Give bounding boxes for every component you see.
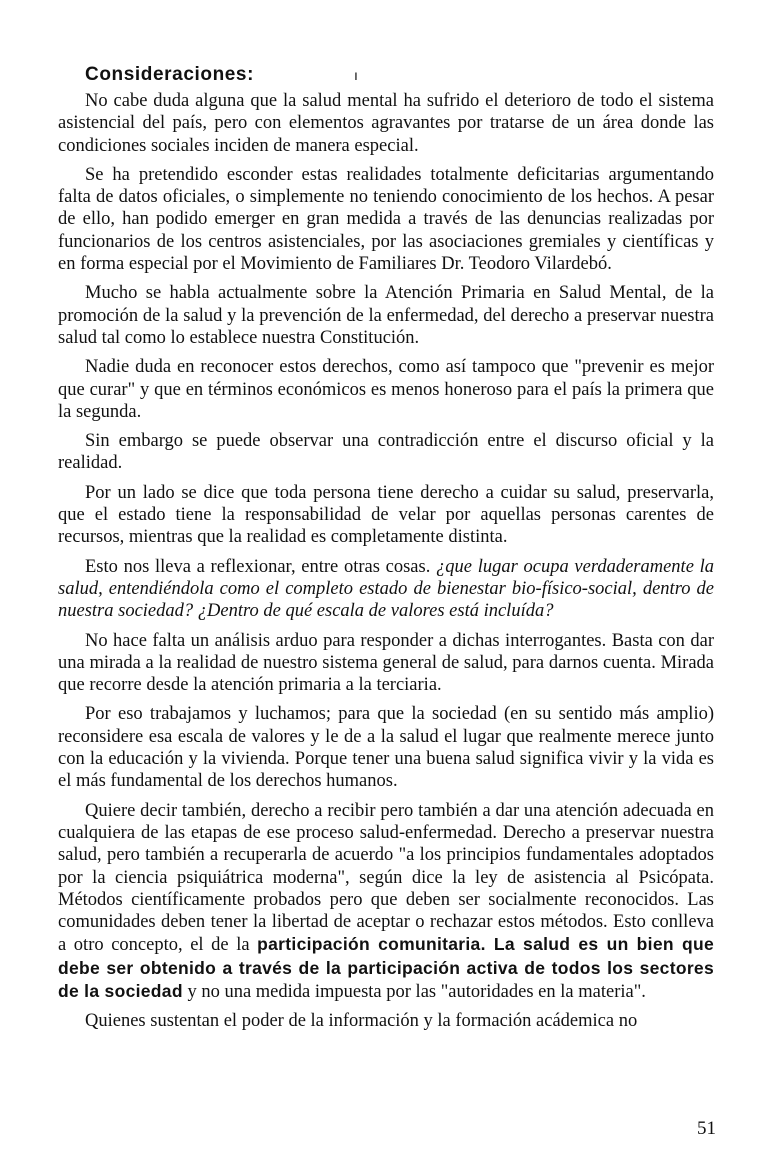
- section-heading: [85, 62, 714, 88]
- text-run: Quienes sustentan el poder de la información y la formación acádemica no: [85, 1011, 638, 1032]
- text-run: Nadie duda en reconocer estos derechos, como así tampoco que "prevenir es mejor que curar" y que en términos económicos es menos honeroso para el país la primera que la segunda.: [58, 357, 714, 422]
- text-run: Mucho se habla actualmente sobre la Atención Primaria en Salud Mental, de la promoción de la salud y la prevención de la enfermedad, del derecho a preservar nuestra salud tal como lo establece nuestra Constitución.: [58, 283, 714, 348]
- paragraph: [58, 630, 714, 697]
- paragraph-list: [58, 90, 714, 1033]
- italic-text: ¿que lugar ocupa verdaderamente la salud, entendiéndola como el completo estado de bienestar bio-físico-social, dentro de nuestra sociedad? ¿Dentro de qué escala de valores está incluída?: [58, 556, 715, 622]
- text-run: y no una medida impuesta por las "autoridades en la materia".: [182, 981, 646, 1002]
- body-text: [58, 62, 714, 1040]
- paragraph: [58, 703, 714, 792]
- paragraph: [58, 800, 714, 1004]
- heading-text: Consideraciones:: [85, 64, 255, 85]
- paragraph: [58, 556, 714, 623]
- paragraph: [58, 482, 714, 549]
- text-run: No hace falta un análisis arduo para responder a dichas interrogantes. Basta con dar una mirada a la realidad de nuestro sistema general de salud, para darnos cuenta. Mirada que recorre desde la atención primaria a la terciaria.: [58, 630, 714, 696]
- text-run: Por un lado se dice que toda persona tiene derecho a cuidar su salud, preservarla, que el estado tiene la responsabilidad de velar por aquellas personas carentes de recursos, mientras que la realidad es completamente distinta.: [58, 482, 714, 548]
- paragraph: [58, 430, 714, 475]
- page-number: 51: [697, 1118, 716, 1139]
- text-run: Sin embargo se puede observar una contradicción entre el discurso oficial y la realidad.: [58, 431, 714, 474]
- paragraph: [58, 1010, 714, 1032]
- text-run: Quiere decir también, derecho a recibir pero también a dar una atención adecuada en cualquiera de las etapas de ese proceso salud-enfermedad. Derecho a preservar nuestra salud, pero también a recuperarla de acuerdo "a los principios fundamentales adoptados por la ciencia psiquiátrica moderna", según dice la ley de asistencia al Psicópata. Métodos científicamente probados pero que deben ser socialmente reconocidos. Las comunidades deben tener la libertad de aceptar o rechazar estos métodos. Esto conlleva a otro concepto, el de la: [58, 800, 714, 956]
- paragraph: [58, 90, 714, 157]
- stray-mark: ı: [354, 67, 359, 83]
- paragraph: [58, 356, 714, 423]
- bold-text: participación comunitaria. La salud es un bien que debe ser obtenido a través de la participación activa de todos los sectores de la sociedad: [58, 934, 715, 1001]
- text-run: No cabe duda alguna que la salud mental ha sufrido el deterioro de todo el sistema asistencial del país, pero con elementos agravantes por tratarse de un área donde las condiciones sociales inciden de manera especial.: [58, 91, 714, 156]
- text-run: Se ha pretendido esconder estas realidades totalmente deficitarias argumentando falta de datos oficiales, o simplemente no teniendo conocimiento de los hechos. A pesar de ello, han podido emerger en gran medida a través de las denuncias realizadas por funcionarios de los centros asistenciales, por las asociaciones gremiales y científicas y en forma especial por el Movimiento de Familiares Dr. Teodoro Vilardebó.: [58, 164, 714, 275]
- paragraph: [58, 282, 714, 349]
- text-run: Por eso trabajamos y luchamos; para que la sociedad (en su sentido más amplio) reconsidere esa escala de valores y le de a la salud el lugar que realmente merece junto con la educación y la vivienda. Porque tener una buena salud significa vivir y la vida es el más fundamental de los derechos humanos.: [58, 704, 714, 792]
- paragraph: [58, 164, 714, 275]
- text-run: Esto nos lleva a reflexionar, entre otras cosas.: [85, 556, 437, 577]
